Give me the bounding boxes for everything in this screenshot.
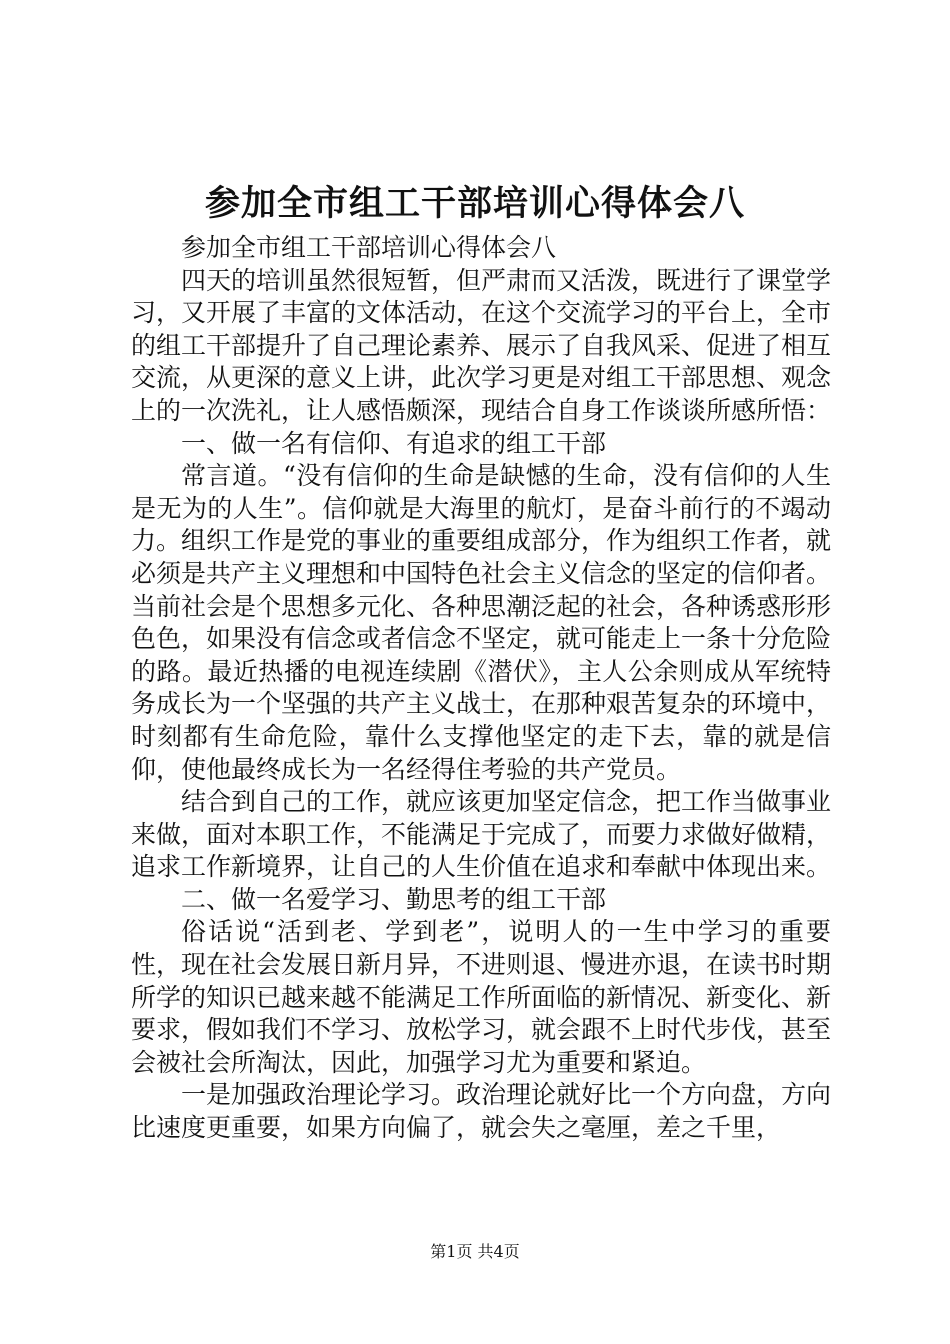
section-heading: 二、做一名爱学习、勤思考的组工干部 [181, 884, 607, 914]
body-paragraph: 一是加强政治理论学习。政治理论就好比一个方向盘，方向比速度更重要，如果方向偏了，就会失之毫厘，差之千里， [131, 1080, 832, 1143]
subtitle-paragraph: 参加全市组工干部培训心得体会八 [181, 233, 557, 262]
section-heading: 一、做一名有信仰、有追求的组工干部 [181, 428, 607, 458]
body-paragraph: 四天的培训虽然很短暂，但严肃而又活泼，既进行了课堂学习，又开展了丰富的文体活动，在这个交流学习的平台上，全市的组工干部提升了自己理论素养、展示了自我风采、促进了相互交流，从更深的意义上讲，此次学习更是对组工干部思想、观念上的一次洗礼，让人感悟颇深，现结合自身工作谈谈所感所悟： [131, 265, 832, 425]
document-body [131, 232, 831, 1145]
body-paragraph: 俗话说“活到老、学到老”，说明人的一生中学习的重要性，现在社会发展日新月异，不进则退、慢进亦退，在读书时期所学的知识已越来越不能满足工作所面临的新情况、新变化、新要求，假如我们不学习、放松学习，就会跟不上时代步伐，甚至会被社会所淘汰，因此，加强学习尤为重要和紧迫。 [131, 917, 832, 1077]
page-footer: 第1页 共4页 [430, 1242, 520, 1261]
document-title: 参加全市组工干部培训心得体会八 [204, 183, 745, 224]
body-paragraph: 结合到自己的工作，就应该更加坚定信念，把工作当做事业来做，面对本职工作，不能满足于完成了，而要力求做好做精，追求工作新境界，让自己的人生价值在追求和奉献中体现出来。 [131, 787, 832, 882]
body-paragraph: 常言道。“没有信仰的生命是缺憾的生命，没有信仰的人生是无为的人生”。信仰就是大海里的航灯，是奋斗前行的不竭动力。组织工作是党的事业的重要组成部分，作为组织工作者，就必须是共产主义理想和中国特色社会主义信念的坚定的信仰者。当前社会是个思想多元化、各种思潮泛起的社会，各种诱惑形形色色，如果没有信念或者信念不坚定，就可能走上一条十分危险的路。最近热播的电视连续剧《潜伏》，主人公余则成从军统特务成长为一个坚强的共产主义战士，在那种艰苦复杂的环境中，时刻都有生命危险，靠什么支撑他坚定的走下去，靠的就是信仰，使他最终成长为一名经得住考验的共产党员。 [131, 461, 832, 784]
